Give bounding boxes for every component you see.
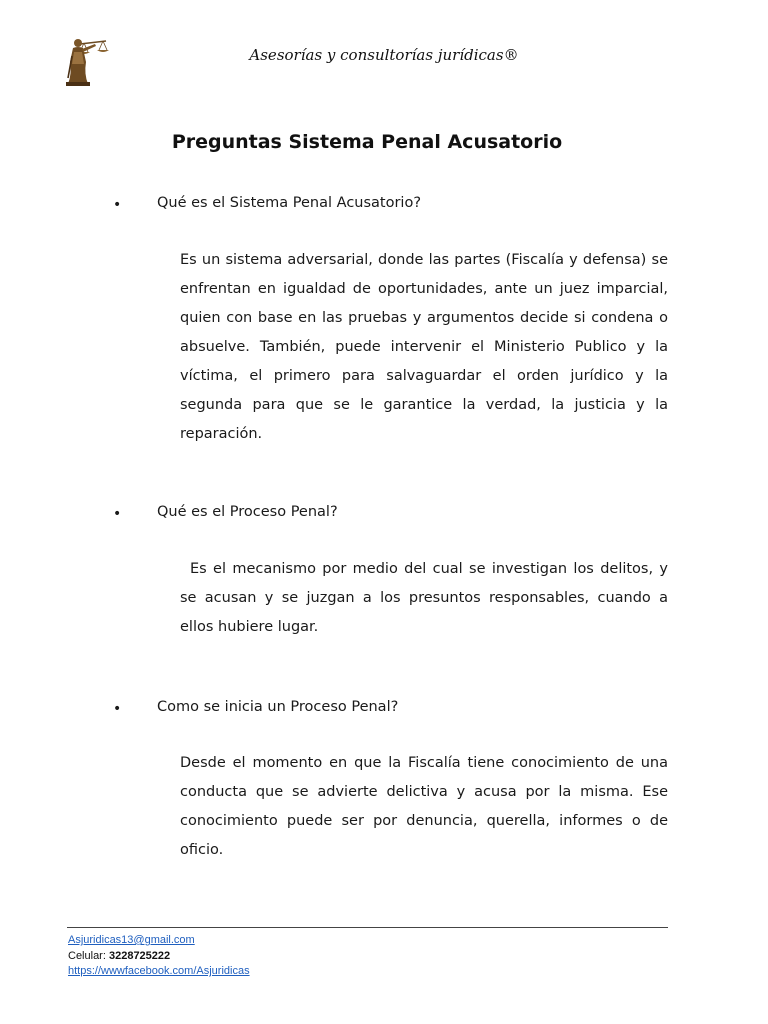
answer-2: Es el mecanismo por medio del cual se investigan los delitos, y se acusan y se juzgan a los presuntos responsables, cuando a ellos hubiere lugar.	[180, 561, 668, 635]
document-title: Preguntas Sistema Penal Acusatorio	[171, 131, 563, 153]
bullet-icon: •	[113, 701, 122, 717]
facebook-link[interactable]: https://wwwfacebook.com/Asjuridicas	[68, 965, 250, 977]
bullet-icon: •	[113, 197, 122, 213]
question-1: Qué es el Sistema Penal Acusatorio?	[157, 195, 422, 211]
phone-label: Celular:	[68, 949, 106, 962]
email-link[interactable]: Asjuridicas13@gmail.com	[68, 934, 195, 946]
phone-number: 3228725222	[108, 949, 171, 962]
answer-1: Es un sistema adversarial, donde las partes (Fiscalía y defensa) se enfrentan en igualdad de oportunidades, ante un juez imparcial, quien con base en las pruebas y argumentos decide si condena o absuelve. También, puede intervenir el Ministerio Publico y la víctima, el primero para salvaguardar el orden jurídico y la segunda para que se le garantice la verdad, la justicia y la reparación.	[180, 252, 668, 442]
footer-divider	[67, 927, 668, 928]
footer-contact	[68, 933, 250, 980]
answer-3: Desde el momento en que la Fiscalía tiene conocimiento de una conducta que se advierte delictiva y acusa por la misma. Ese conocimiento puede ser por denuncia, querella, informes o de oficio.	[180, 755, 668, 858]
header-title: Asesorías y consultorías jurídicas®	[249, 46, 519, 64]
question-3: Como se inicia un Proceso Penal?	[157, 699, 399, 715]
question-2: Qué es el Proceso Penal?	[157, 504, 338, 520]
bullet-icon: •	[113, 506, 122, 522]
